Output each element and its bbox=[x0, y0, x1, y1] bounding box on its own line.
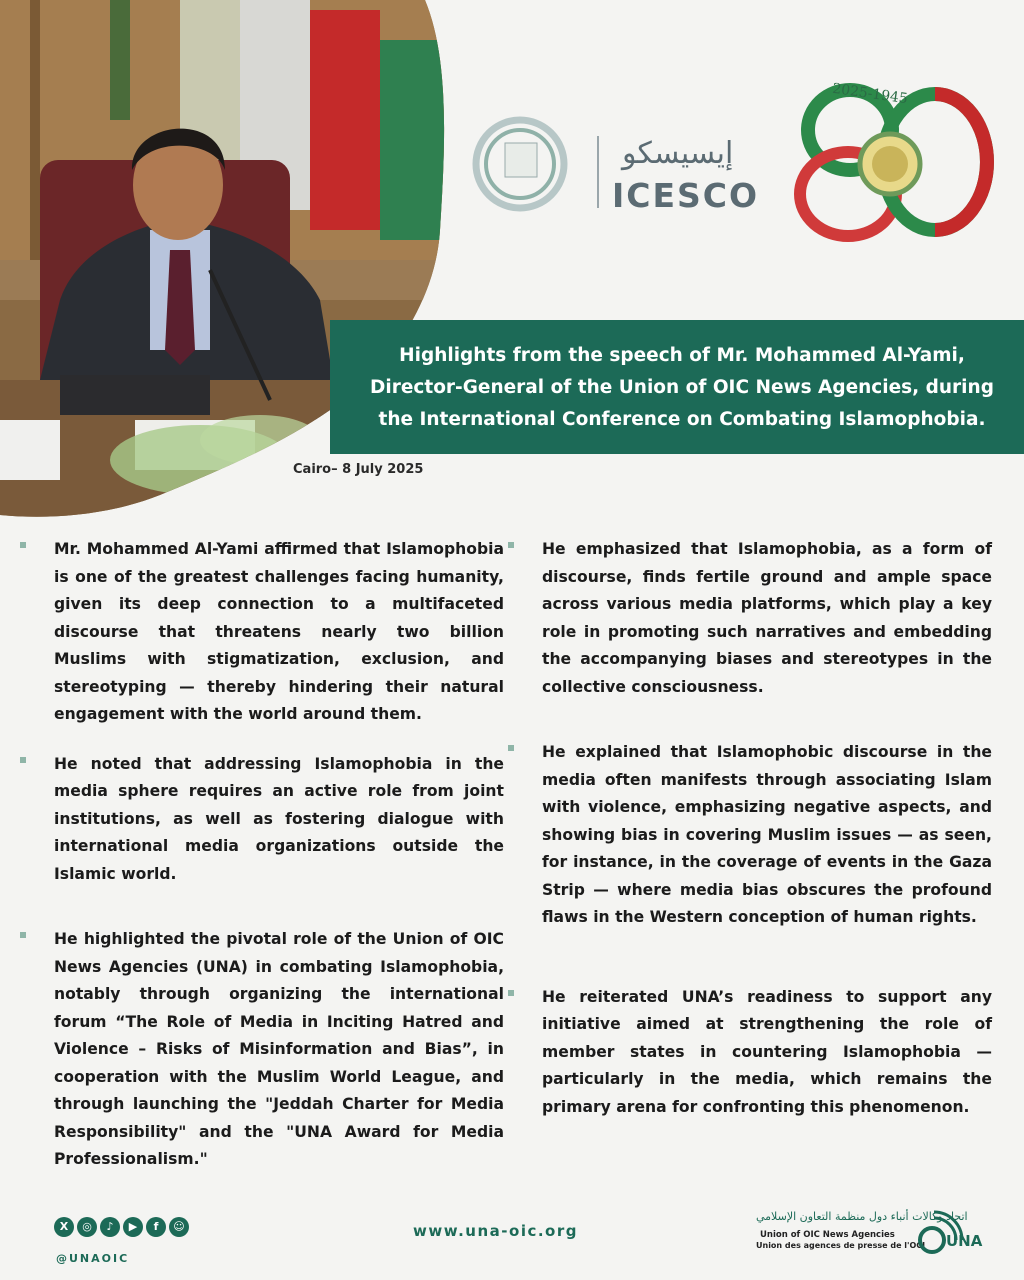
website-link[interactable]: www.una-oic.org bbox=[413, 1222, 578, 1240]
instagram-icon[interactable]: ◎ bbox=[77, 1217, 97, 1237]
dateline: Cairo– 8 July 2025 bbox=[293, 462, 424, 477]
social-handle[interactable]: @UNAOIC bbox=[56, 1252, 130, 1265]
headline: Highlights from the speech of Mr. Mohammed Al-Yami, Director-General of the Union of OIC News Agencies, during the International Conference on Combating Islamophobia. bbox=[370, 345, 994, 430]
bullet-item bbox=[542, 984, 992, 1122]
youtube-icon[interactable]: ▶ bbox=[123, 1217, 143, 1237]
snapchat-icon[interactable]: ☺ bbox=[169, 1217, 189, 1237]
bullet-square-icon bbox=[20, 757, 26, 763]
x-icon[interactable]: X bbox=[54, 1217, 74, 1237]
bullet-text: He explained that Islamophobic discourse in the media often manifests through associating Islam with violence, emphasizing negative aspects, and showing bias in covering Muslim issues — as seen, for instance, in the coverage of events in the Gaza Strip — where media bias obscures the profound flaws in the Western conception of human rights. bbox=[542, 743, 992, 926]
icesco-arabic-text: إيسيسكو bbox=[622, 136, 734, 171]
bullet-text: He noted that addressing Islamophobia in the media sphere requires an active role from joint institutions, as well as fostering dialogue with international media organizations outside the Islamic world. bbox=[54, 754, 504, 883]
bullet-square-icon bbox=[20, 932, 26, 938]
arab-league-80-logo bbox=[790, 82, 995, 242]
bullet-item bbox=[542, 739, 992, 932]
bullet-square-icon bbox=[508, 745, 514, 751]
bullet-text: Mr. Mohammed Al-Yami affirmed that Islamophobia is one of the greatest challenges facing humanity, given its deep connection to a multifaceted discourse that threatens nearly two billion Muslims with stigmatization, exclusion, and stereotyping — thereby hindering their natural engagement with the world around them. bbox=[54, 540, 504, 723]
facebook-icon[interactable]: f bbox=[146, 1217, 166, 1237]
bullet-text: He reiterated UNA’s readiness to support any initiative aimed at strengthening the role of member states in countering Islamophobia — particularly in the media, which remains the primary arena for confronting this phenomenon. bbox=[542, 987, 992, 1116]
bullet-square-icon bbox=[508, 542, 514, 548]
bullet-item bbox=[54, 926, 504, 1174]
una-arabic-name: اتحاد وكالات أنباء دول منظمة التعاون الإسلامي bbox=[756, 1210, 968, 1223]
bullet-text: He highlighted the pivotal role of the Union of OIC News Agencies (UNA) in combating Islamophobia, notably through organizing the international forum “The Role of Media in Inciting Hatred and Violence – Risks of Misinformation and Bias”, in cooperation with the Muslim World League, and through launching the "Jeddah Charter for Media Responsibility" and the "UNA Award for Media Professionalism." bbox=[54, 930, 504, 1168]
bullet-item bbox=[542, 536, 992, 701]
una-wordmark: UNA bbox=[946, 1232, 983, 1250]
bullet-item bbox=[54, 751, 504, 889]
tiktok-icon[interactable]: ♪ bbox=[100, 1217, 120, 1237]
left-column bbox=[54, 536, 504, 1174]
bullet-square-icon bbox=[20, 542, 26, 548]
una-english-name: Union of OIC News Agencies bbox=[760, 1230, 895, 1240]
social-icons bbox=[54, 1217, 189, 1237]
bullet-square-icon bbox=[508, 990, 514, 996]
bullet-item bbox=[54, 536, 504, 729]
right-column bbox=[542, 536, 992, 1121]
bullet-text: He emphasized that Islamophobia, as a form of discourse, finds fertile ground and ample space across various media platforms, which play a key role in promoting such narratives and embedding the accompanying biases and stereotypes in the collective consciousness. bbox=[542, 540, 992, 696]
anniversary-years: 2025-1945 bbox=[831, 80, 909, 108]
una-french-name: Union des agences de presse de l'OCI bbox=[756, 1241, 926, 1250]
icesco-wordmark: ICESCO bbox=[612, 176, 760, 215]
